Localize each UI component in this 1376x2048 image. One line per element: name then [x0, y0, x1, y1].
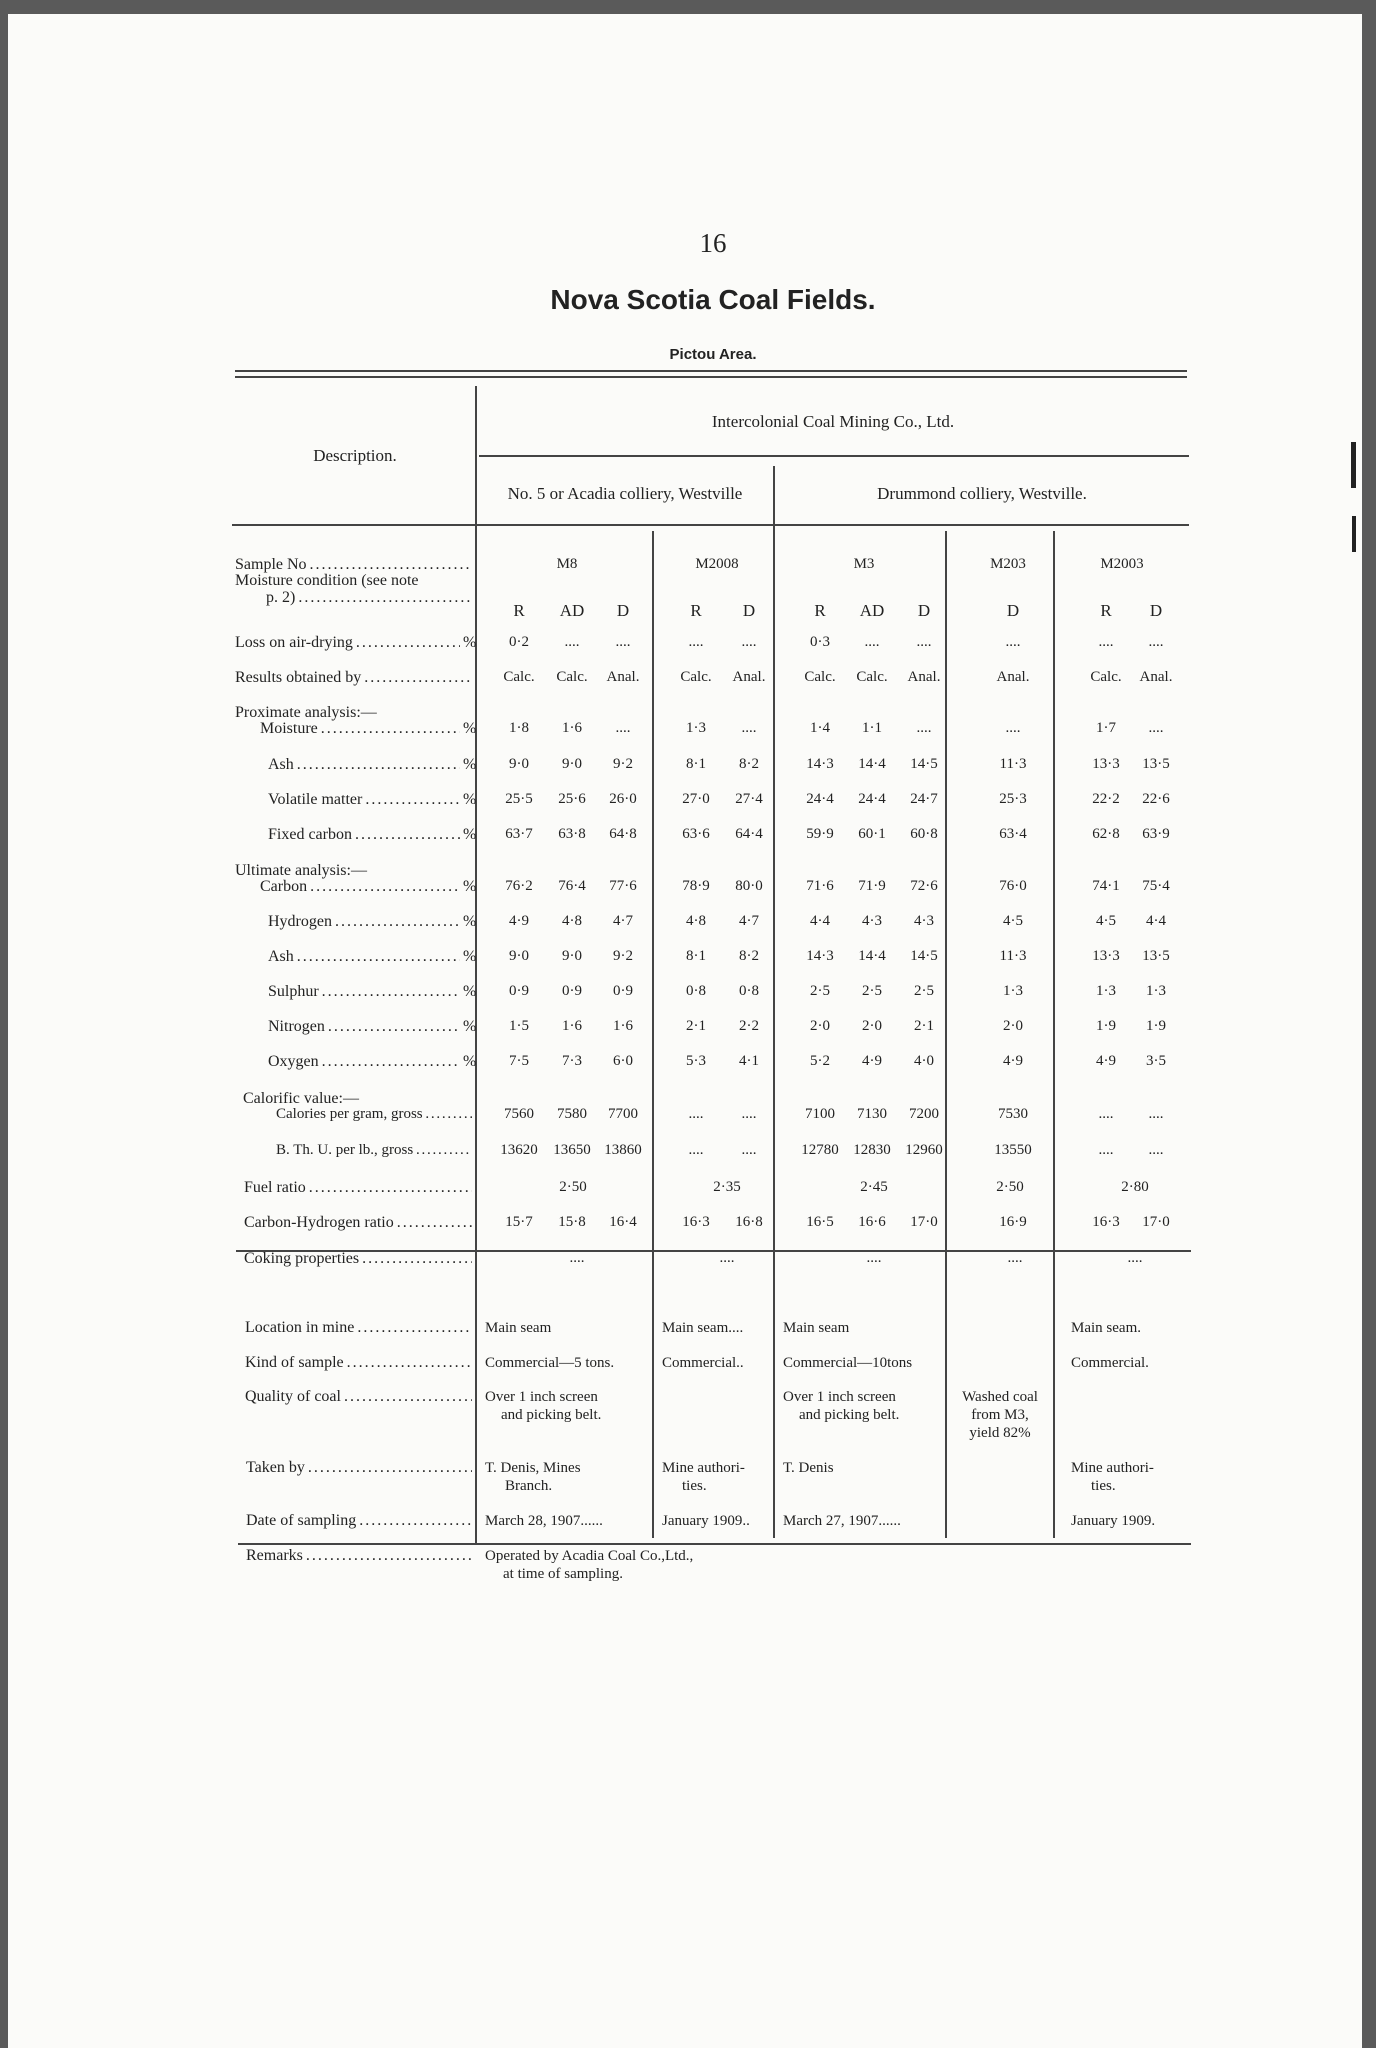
btu-cell: ....	[741, 1142, 757, 1158]
colliery-2-header: Drummond colliery, Westville.	[877, 484, 1087, 503]
ash2-cell: 13·5	[1142, 948, 1170, 964]
remarks-cell: Operated by Acadia Coal Co.,Ltd., at time of sampling.	[485, 1548, 694, 1582]
moisture-cell: 1·1	[862, 720, 882, 736]
moisture-cell: 1·7	[1096, 720, 1116, 736]
row-label: Location in mine . . .	[245, 1319, 472, 1337]
row-label: p. 2) . . .	[266, 589, 470, 607]
ch-ratio-cell: 16·3	[1092, 1214, 1120, 1230]
row-label: Nitrogen . . .	[268, 1018, 460, 1036]
loss-cell: ....	[741, 634, 757, 650]
btu-cell: 12960	[905, 1142, 943, 1158]
loss-cell: ....	[564, 634, 580, 650]
taken-by-cell: T. Denis	[783, 1460, 834, 1476]
btu-cell: 12830	[853, 1142, 891, 1158]
carbon-cell: 71·6	[806, 878, 834, 894]
conditions-cell: D	[917, 601, 931, 620]
date-cell: January 1909..	[662, 1513, 750, 1529]
hydrogen-cell: 4·5	[1003, 913, 1023, 929]
conditions-cell: AD	[859, 601, 885, 620]
location-cell: Main seam	[485, 1320, 552, 1336]
calories-cell: 7100	[805, 1106, 835, 1122]
loss-cell: ....	[688, 634, 704, 650]
btu-cell: ....	[1148, 1142, 1164, 1158]
kind-cell: Commercial—5 tons.	[485, 1355, 615, 1371]
btu-cell: 13620	[500, 1142, 538, 1158]
moisture-cell: ....	[615, 720, 631, 736]
row-label: Coking properties . . .	[244, 1250, 472, 1268]
kind-cell: Commercial.	[1071, 1355, 1149, 1371]
row-label: Carbon . . .	[260, 878, 460, 896]
btu-cell: ....	[688, 1142, 704, 1158]
ash2-cell: 9·0	[562, 948, 582, 964]
hydrogen-cell: 4·4	[810, 913, 830, 929]
oxygen-cell: 4·9	[1096, 1053, 1116, 1069]
ash2-cell: 9·0	[509, 948, 529, 964]
hydrogen-cell: 4·8	[686, 913, 706, 929]
ash-cell: 13·3	[1092, 756, 1120, 772]
fixed-cell: 60·8	[910, 826, 938, 842]
loss-cell: ....	[1098, 634, 1114, 650]
ash-cell: 14·3	[806, 756, 834, 772]
table-bottom-rule	[238, 1543, 1191, 1545]
row-label: Kind of sample . . .	[245, 1354, 472, 1372]
ch-ratio-cell: 16·3	[682, 1214, 710, 1230]
ash2-cell: 8·2	[739, 948, 759, 964]
row-label: Oxygen . . .	[268, 1053, 460, 1071]
ch-ratio-cell: 17·0	[910, 1214, 938, 1230]
ash-cell: 9·0	[562, 756, 582, 772]
nitrogen-cell: 2·0	[810, 1018, 830, 1034]
section-label: Ultimate analysis:—	[235, 862, 367, 879]
date-cell: March 28, 1907......	[485, 1513, 603, 1529]
ash-cell: 8·1	[686, 756, 706, 772]
oxygen-cell: 4·1	[739, 1053, 759, 1069]
page-subtitle: Pictou Area.	[669, 346, 757, 363]
ch-ratio-cell: 16·5	[806, 1214, 834, 1230]
carbon-cell: 72·6	[910, 878, 938, 894]
volatile-cell: 27·0	[682, 791, 710, 807]
sulphur-cell: 1·3	[1003, 983, 1023, 999]
row-label: Remarks . . .	[246, 1547, 472, 1565]
row-label: Sample No . . .	[235, 556, 470, 574]
ash2-cell: 11·3	[999, 948, 1027, 964]
ch-ratio-cell: 16·9	[999, 1214, 1027, 1230]
taken-by-cell: T. Denis, Mines Branch.	[485, 1460, 581, 1494]
location-cell: Main seam.	[1071, 1320, 1141, 1336]
coking-cell: ....	[1007, 1250, 1023, 1266]
nitrogen-cell: 2·0	[1003, 1018, 1023, 1034]
ash-cell: 11·3	[999, 756, 1027, 772]
oxygen-cell: 7·5	[509, 1053, 529, 1069]
calories-cell: ....	[741, 1106, 757, 1122]
loss-cell: ....	[1005, 634, 1021, 650]
location-cell: Main seam....	[662, 1320, 744, 1336]
carbon-cell: 77·6	[609, 878, 637, 894]
volatile-cell: 25·3	[999, 791, 1027, 807]
btu-cell: 13550	[994, 1142, 1032, 1158]
ash2-cell: 14·3	[806, 948, 834, 964]
row-label: Ash . . .	[268, 948, 460, 966]
btu-cell: 13650	[553, 1142, 591, 1158]
moisture-cell: 1·3	[686, 720, 706, 736]
sulphur-cell: 0·8	[686, 983, 706, 999]
oxygen-cell: 3·5	[1146, 1053, 1166, 1069]
nitrogen-cell: 2·2	[739, 1018, 759, 1034]
row-label: Quality of coal . . .	[245, 1388, 472, 1406]
calories-cell: 7530	[998, 1106, 1028, 1122]
percent-sign: %	[463, 791, 477, 808]
loss-cell: ....	[1148, 634, 1164, 650]
results-cell: Anal.	[732, 669, 766, 685]
moisture-cell: 1·8	[509, 720, 529, 736]
ash2-cell: 13·3	[1092, 948, 1120, 964]
calories-cell: 7560	[504, 1106, 534, 1122]
nitrogen-cell: 1·9	[1096, 1018, 1116, 1034]
hydrogen-cell: 4·3	[862, 913, 882, 929]
column-divider	[1053, 531, 1055, 1538]
ch-ratio-cell: 15·7	[505, 1214, 533, 1230]
calories-cell: 7200	[909, 1106, 939, 1122]
row-label: Volatile matter . . .	[268, 791, 460, 809]
results-cell: Calc.	[680, 669, 712, 685]
fixed-cell: 62·8	[1092, 826, 1120, 842]
nitrogen-cell: 2·1	[686, 1018, 706, 1034]
moisture-cell: 1·6	[562, 720, 582, 736]
conditions-cell: D	[616, 601, 630, 620]
row-label: B. Th. U. per lb., gross . . .	[276, 1142, 472, 1159]
carbon-cell: 76·0	[999, 878, 1027, 894]
volatile-cell: 27·4	[735, 791, 763, 807]
conditions-cell: D	[1006, 601, 1020, 620]
results-cell: Anal.	[1139, 669, 1173, 685]
moisture-cell: ....	[1148, 720, 1164, 736]
row-label: Hydrogen . . .	[268, 913, 460, 931]
coking-cell: ....	[569, 1250, 585, 1266]
page-title: Nova Scotia Coal Fields.	[550, 284, 876, 315]
conditions-cell: AD	[559, 601, 585, 620]
quality-cell: Washed coal from M3, yield 82%	[962, 1389, 1038, 1441]
sulphur-cell: 2·5	[914, 983, 934, 999]
btu-cell: 13860	[604, 1142, 642, 1158]
nitrogen-cell: 2·1	[914, 1018, 934, 1034]
calories-cell: 7580	[557, 1106, 587, 1122]
hydrogen-cell: 4·3	[914, 913, 934, 929]
fixed-cell: 60·1	[858, 826, 886, 842]
row-label: Moisture . . .	[260, 720, 460, 738]
nitrogen-cell: 2·0	[862, 1018, 882, 1034]
carbon-cell: 80·0	[735, 878, 763, 894]
ch-ratio-cell: 17·0	[1142, 1214, 1170, 1230]
percent-sign: %	[463, 720, 477, 737]
hydrogen-cell: 4·7	[739, 913, 759, 929]
fixed-cell: 64·4	[735, 826, 763, 842]
ash2-cell: 9·2	[613, 948, 633, 964]
volatile-cell: 26·0	[609, 791, 637, 807]
oxygen-cell: 4·9	[862, 1053, 882, 1069]
results-cell: Calc.	[804, 669, 836, 685]
sample-number: M8	[556, 556, 578, 572]
moisture-cell: 1·4	[810, 720, 830, 736]
moisture-cell: ....	[1005, 720, 1021, 736]
fixed-cell: 63·8	[558, 826, 586, 842]
oxygen-cell: 5·3	[686, 1053, 706, 1069]
oxygen-cell: 4·9	[1003, 1053, 1023, 1069]
ash-cell: 13·5	[1142, 756, 1170, 772]
conditions-cell: D	[742, 601, 756, 620]
sulphur-cell: 1·3	[1146, 983, 1166, 999]
percent-sign: %	[463, 1018, 477, 1035]
results-cell: Anal.	[907, 669, 941, 685]
results-cell: Calc.	[503, 669, 535, 685]
conditions-cell: R	[814, 601, 826, 620]
percent-sign: %	[463, 983, 477, 1000]
ash2-cell: 8·1	[686, 948, 706, 964]
date-cell: January 1909.	[1071, 1513, 1156, 1529]
quality-cell: Over 1 inch screen and picking belt.	[485, 1389, 602, 1423]
volatile-cell: 25·6	[558, 791, 586, 807]
section-label: Calorific value:—	[243, 1090, 359, 1107]
calories-cell: ....	[1098, 1106, 1114, 1122]
coking-cell: ....	[1127, 1250, 1143, 1266]
fixed-cell: 63·9	[1142, 826, 1170, 842]
row-label: Results obtained by . . .	[235, 669, 470, 687]
ash-cell: 9·0	[509, 756, 529, 772]
sample-number: M2008	[695, 556, 739, 572]
sulphur-cell: 0·8	[739, 983, 759, 999]
percent-sign: %	[463, 634, 477, 651]
results-cell: Calc.	[856, 669, 888, 685]
location-cell: Main seam	[783, 1320, 850, 1336]
nitrogen-cell: 1·9	[1146, 1018, 1166, 1034]
btu-cell: ....	[1098, 1142, 1114, 1158]
calories-cell: ....	[688, 1106, 704, 1122]
fixed-cell: 64·8	[609, 826, 637, 842]
sulphur-cell: 0·9	[562, 983, 582, 999]
coking-cell: ....	[719, 1250, 735, 1266]
carbon-cell: 75·4	[1142, 878, 1170, 894]
ash-cell: 14·4	[858, 756, 886, 772]
conditions-cell: R	[513, 601, 525, 620]
carbon-cell: 78·9	[682, 878, 710, 894]
carbon-cell: 74·1	[1092, 878, 1120, 894]
results-cell: Anal.	[606, 669, 640, 685]
conditions-cell: D	[1149, 601, 1163, 620]
volatile-cell: 24·7	[910, 791, 938, 807]
loss-cell: ....	[864, 634, 880, 650]
description-header: Description.	[313, 446, 397, 465]
table-top-rule	[235, 370, 1187, 372]
hydrogen-cell: 4·8	[562, 913, 582, 929]
results-cell: Anal.	[996, 669, 1030, 685]
moisture-cell: ....	[741, 720, 757, 736]
calories-cell: ....	[1148, 1106, 1164, 1122]
fuel-ratio-cell: 2·50	[996, 1179, 1024, 1195]
nitrogen-cell: 1·6	[562, 1018, 582, 1034]
fuel-ratio-cell: 2·80	[1121, 1179, 1149, 1195]
quality-cell: Over 1 inch screen and picking belt.	[783, 1389, 900, 1423]
scan-mark	[1351, 442, 1356, 488]
coking-cell: ....	[866, 1250, 882, 1266]
row-label: Fuel ratio . . .	[244, 1179, 472, 1197]
colliery-1-header: No. 5 or Acadia colliery, Westville	[507, 484, 743, 503]
conditions-cell: R	[1100, 601, 1112, 620]
volatile-cell: 22·6	[1142, 791, 1170, 807]
sulphur-cell: 1·3	[1096, 983, 1116, 999]
taken-by-cell: Mine authori- ties.	[1071, 1460, 1154, 1494]
company-rule	[479, 455, 1189, 457]
kind-cell: Commercial..	[662, 1355, 744, 1371]
ch-ratio-cell: 16·4	[609, 1214, 637, 1230]
volatile-cell: 22·2	[1092, 791, 1120, 807]
nitrogen-cell: 1·5	[509, 1018, 529, 1034]
fuel-ratio-cell: 2·45	[860, 1179, 888, 1195]
column-divider	[773, 466, 775, 1538]
loss-cell: 0·2	[509, 634, 529, 650]
loss-cell: ....	[916, 634, 932, 650]
carbon-cell: 76·4	[558, 878, 586, 894]
oxygen-cell: 4·0	[914, 1053, 934, 1069]
kind-cell: Commercial—10tons	[783, 1355, 913, 1371]
moisture-cell: ....	[916, 720, 932, 736]
fuel-ratio-cell: 2·35	[713, 1179, 741, 1195]
scan-mark	[1352, 516, 1356, 552]
ch-ratio-cell: 15·8	[558, 1214, 586, 1230]
hydrogen-cell: 4·9	[509, 913, 529, 929]
fixed-cell: 59·9	[806, 826, 834, 842]
percent-sign: %	[463, 913, 477, 930]
volatile-cell: 24·4	[858, 791, 886, 807]
ch-ratio-cell: 16·6	[858, 1214, 886, 1230]
nitrogen-cell: 1·6	[613, 1018, 633, 1034]
company-header: Intercolonial Coal Mining Co., Ltd.	[711, 412, 955, 431]
percent-sign: %	[463, 878, 477, 895]
ash2-cell: 14·5	[910, 948, 938, 964]
ash-cell: 9·2	[613, 756, 633, 772]
sample-number: M2003	[1100, 556, 1144, 572]
row-label: Carbon-Hydrogen ratio . . .	[244, 1214, 472, 1232]
sulphur-cell: 0·9	[613, 983, 633, 999]
oxygen-cell: 5·2	[810, 1053, 830, 1069]
sample-number: M3	[853, 556, 875, 572]
taken-by-cell: Mine authori- ties.	[662, 1460, 745, 1494]
sulphur-cell: 0·9	[509, 983, 529, 999]
table-top-rule	[235, 376, 1187, 378]
row-label: Sulphur . . .	[268, 983, 460, 1001]
date-cell: March 27, 1907......	[783, 1513, 901, 1529]
ash-cell: 8·2	[739, 756, 759, 772]
section-label: Proximate analysis:—	[235, 704, 377, 721]
row-label: Ash . . .	[268, 756, 460, 774]
fixed-cell: 63·7	[505, 826, 533, 842]
results-cell: Calc.	[1090, 669, 1122, 685]
hydrogen-cell: 4·4	[1146, 913, 1166, 929]
volatile-cell: 25·5	[505, 791, 533, 807]
row-label: Loss on air-drying . . .	[235, 634, 460, 652]
row-label: Date of sampling . . .	[246, 1512, 472, 1530]
page-number: 16	[699, 228, 727, 258]
loss-cell: 0·3	[810, 634, 830, 650]
calories-cell: 7700	[608, 1106, 638, 1122]
hydrogen-cell: 4·5	[1096, 913, 1116, 929]
hydrogen-cell: 4·7	[613, 913, 633, 929]
row-label: Moisture condition (see note	[235, 572, 419, 589]
fixed-cell: 63·4	[999, 826, 1027, 842]
ash2-cell: 14·4	[858, 948, 886, 964]
oxygen-cell: 6·0	[613, 1053, 633, 1069]
header-bottom-rule	[232, 524, 1189, 526]
percent-sign: %	[463, 1053, 477, 1070]
btu-cell: 12780	[801, 1142, 839, 1158]
oxygen-cell: 7·3	[562, 1053, 582, 1069]
ash-cell: 14·5	[910, 756, 938, 772]
row-label: Calories per gram, gross . . .	[276, 1106, 472, 1123]
percent-sign: %	[463, 756, 477, 773]
volatile-cell: 24·4	[806, 791, 834, 807]
carbon-cell: 76·2	[505, 878, 533, 894]
sulphur-cell: 2·5	[810, 983, 830, 999]
document-page	[8, 14, 1362, 2048]
fixed-cell: 63·6	[682, 826, 710, 842]
carbon-cell: 71·9	[858, 878, 886, 894]
ch-ratio-cell: 16·8	[735, 1214, 763, 1230]
results-cell: Calc.	[556, 669, 588, 685]
sulphur-cell: 2·5	[862, 983, 882, 999]
row-label: Taken by . . .	[246, 1459, 472, 1477]
calories-cell: 7130	[857, 1106, 887, 1122]
percent-sign: %	[463, 826, 477, 843]
sample-number: M203	[990, 556, 1026, 572]
percent-sign: %	[463, 948, 477, 965]
row-label: Fixed carbon . . .	[268, 826, 460, 844]
fuel-ratio-cell: 2·50	[559, 1179, 587, 1195]
conditions-cell: R	[690, 601, 702, 620]
loss-cell: ....	[615, 634, 631, 650]
